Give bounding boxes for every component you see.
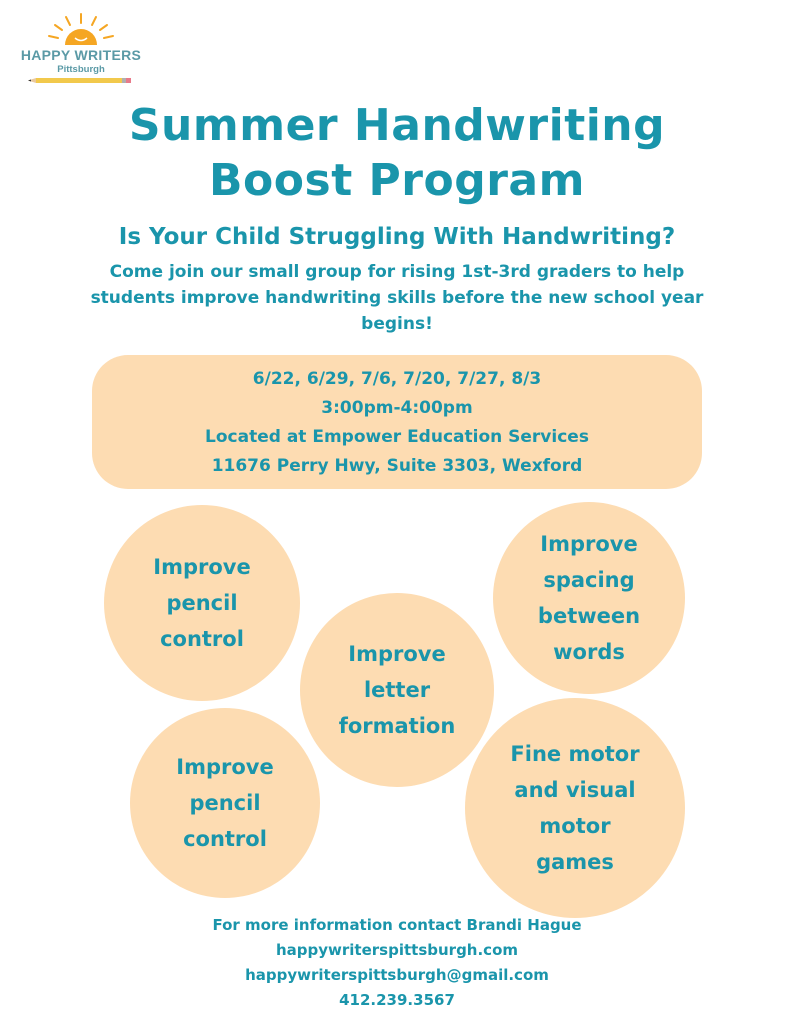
intro-line-1: Come join our small group for rising 1st-3rd graders to help (109, 262, 685, 282)
website-link[interactable]: happywriterspittsburgh.com (275, 941, 519, 959)
title-line-2: Boost Program (209, 155, 585, 206)
page-title (0, 98, 794, 208)
intro-line-2: students improve handwriting skills before the new school year (90, 288, 704, 308)
goal-label: Improve letter formation (338, 642, 456, 738)
intro-line-3: begins! (361, 314, 433, 334)
goal-circle-motor-games (465, 698, 685, 918)
goal-label: Improve pencil control (176, 755, 274, 851)
logo (18, 10, 148, 88)
question-heading: Is Your Child Struggling With Handwriting? (118, 224, 676, 250)
contact-footer (0, 913, 794, 1013)
intro-text (50, 259, 744, 337)
session-address: 11676 Perry Hwy, Suite 3303, Wexford (211, 456, 583, 476)
contact-line: For more information contact Brandi Hague (212, 916, 582, 934)
goal-circle-pencil-control-2 (130, 708, 320, 898)
goal-label: Improve spacing between words (537, 532, 641, 664)
email-link[interactable]: happywriterspittsburgh@gmail.com (245, 966, 549, 984)
goal-circle-letter-formation (300, 593, 494, 787)
session-location: Located at Empower Education Services (205, 427, 589, 447)
logo-brand: HAPPY WRITERS (20, 47, 142, 63)
session-time: 3:00pm-4:00pm (321, 398, 473, 418)
title-line-1: Summer Handwriting (128, 100, 666, 151)
goal-circle-pencil-control (104, 505, 300, 701)
goal-circle-spacing (493, 502, 685, 694)
pencil-icon (28, 78, 131, 83)
phone-number[interactable]: 412.239.3567 (339, 991, 455, 1009)
goal-label: Fine motor and visual motor games (510, 742, 640, 874)
session-dates: 6/22, 6/29, 7/6, 7/20, 7/27, 8/3 (252, 369, 542, 389)
logo-subtitle: Pittsburgh (57, 64, 105, 75)
info-box (92, 355, 702, 489)
goal-label: Improve pencil control (153, 555, 251, 651)
